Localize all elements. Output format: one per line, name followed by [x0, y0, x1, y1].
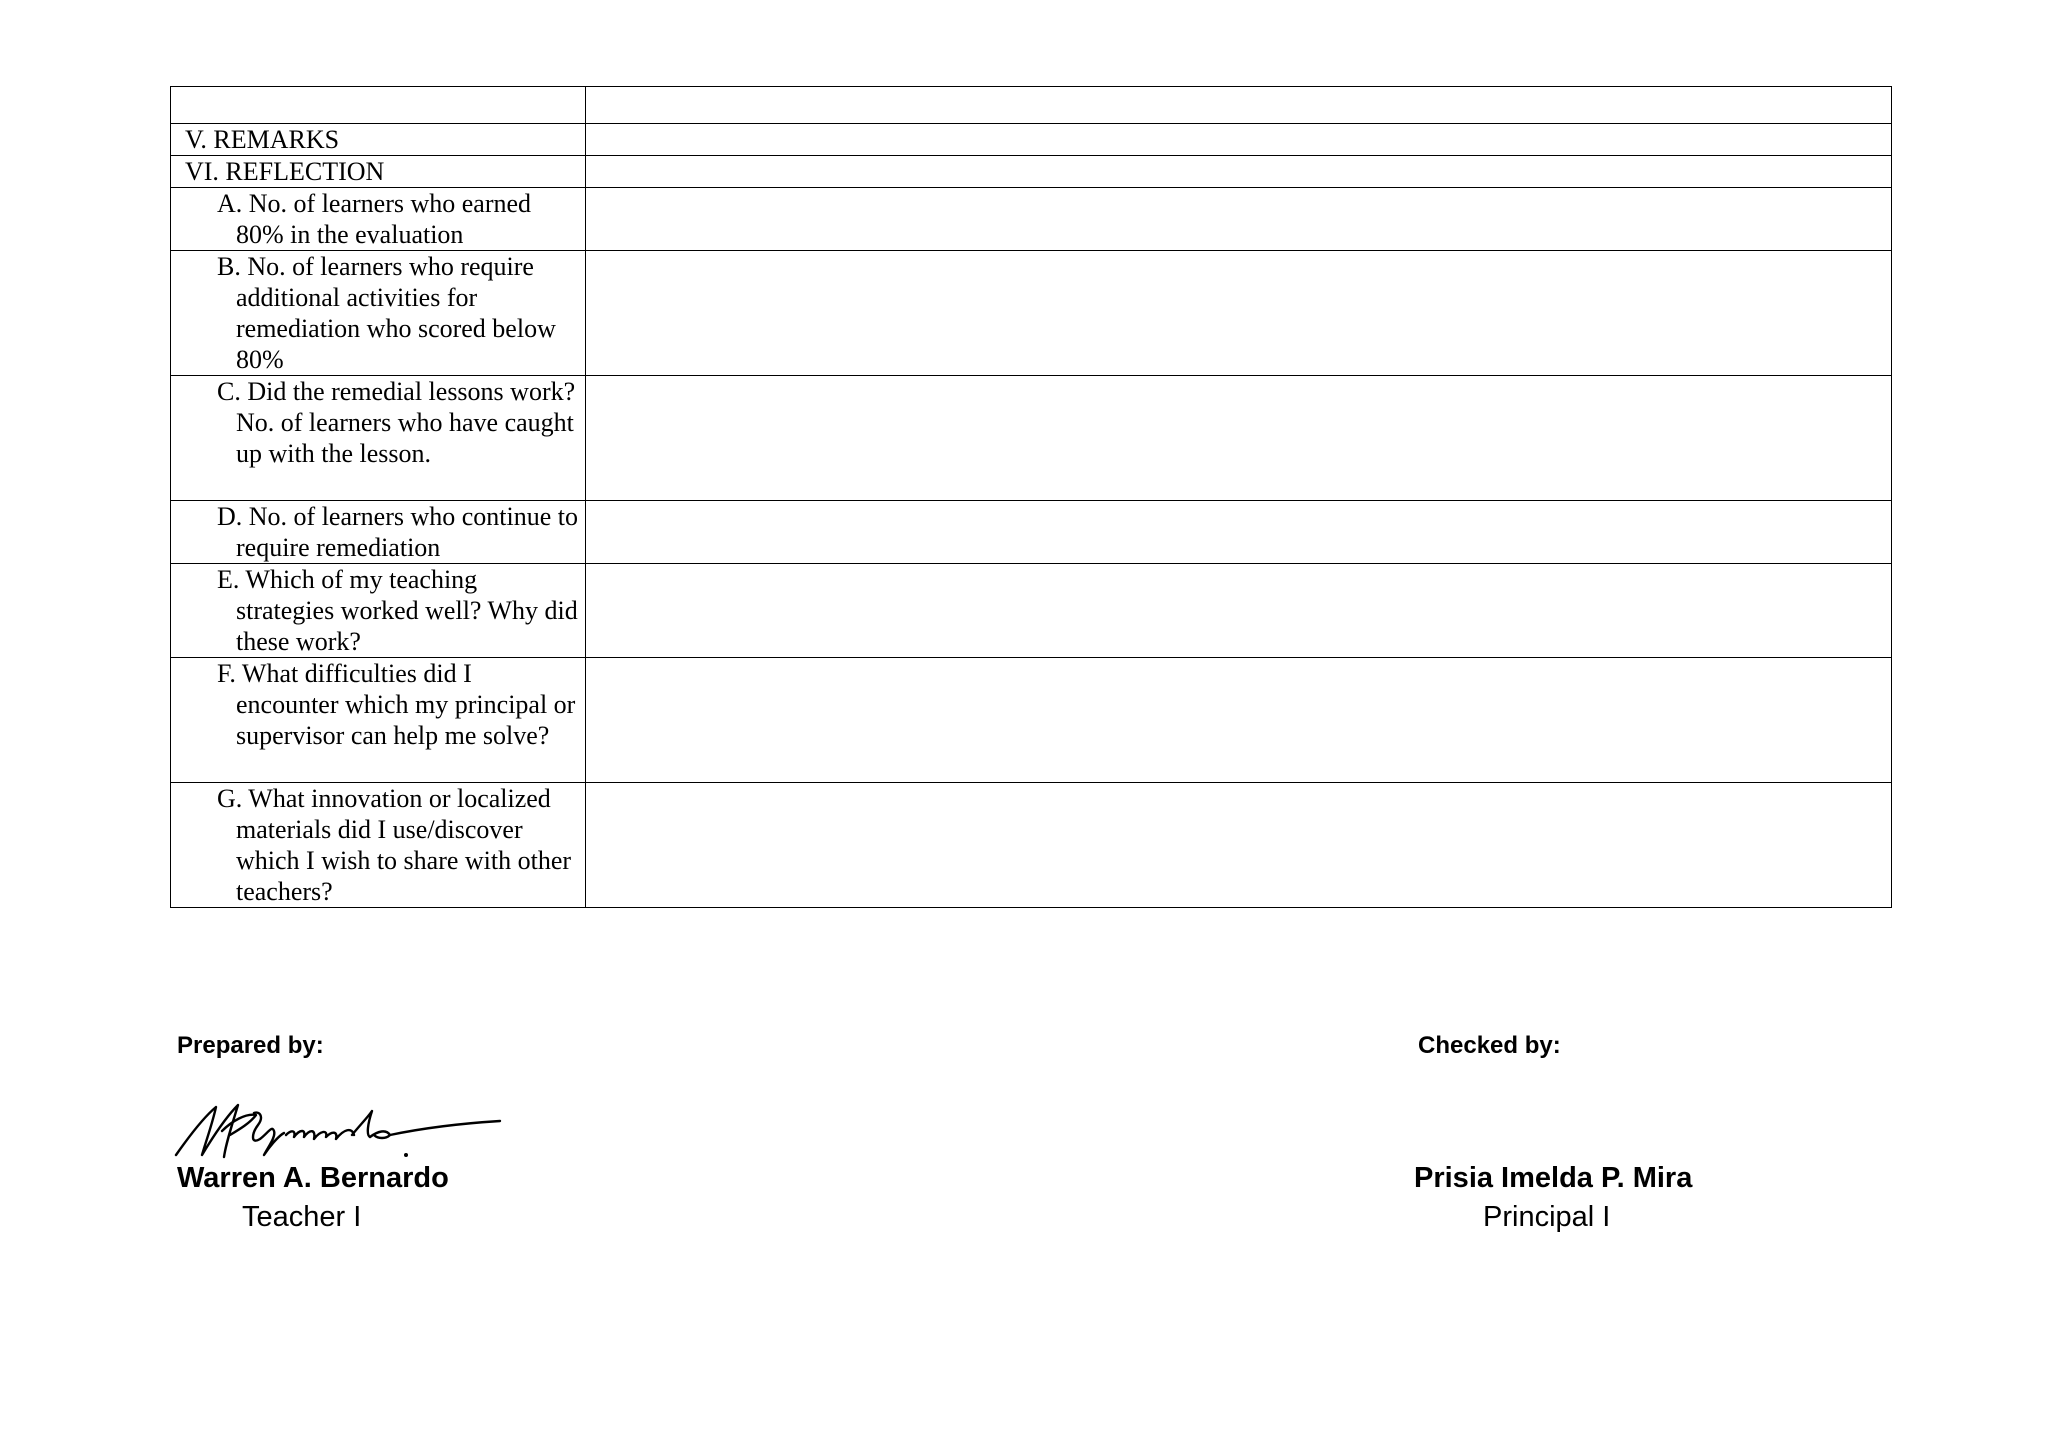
table-row: [171, 564, 1892, 658]
reflection-entry-cell[interactable]: [586, 156, 1892, 188]
reflection-item-g-entry[interactable]: [586, 783, 1892, 908]
table-row: [171, 501, 1892, 564]
reflection-item-c-label: C. Did the remedial lessons work? No. of learners who have caught up with the lesson.: [217, 377, 576, 468]
table-row: [171, 376, 1892, 501]
reflection-table: [170, 86, 1892, 908]
reflection-item-a-label: A. No. of learners who earned 80% in the evaluation: [217, 189, 532, 249]
reflection-item-d-entry[interactable]: [586, 501, 1892, 564]
row-label-cell: [171, 188, 586, 251]
row-label-cell: [171, 376, 586, 501]
table-row: [171, 87, 1892, 124]
table-row: [171, 156, 1892, 188]
prepared-by-heading: Prepared by:: [177, 1032, 324, 1059]
entry-cell[interactable]: [586, 87, 1892, 124]
row-label-cell: [171, 501, 586, 564]
reflection-item-b-entry[interactable]: [586, 251, 1892, 376]
reflection-item-e-label: E. Which of my teaching strategies worked well? Why did these work?: [217, 565, 578, 656]
blank-label-cell: [171, 87, 586, 124]
remarks-label: V. REMARKS: [185, 125, 340, 154]
row-label-cell: [171, 251, 586, 376]
row-label-cell: [171, 156, 586, 188]
prepared-by-title: Teacher I: [242, 1201, 362, 1233]
checked-by-title: Principal I: [1483, 1201, 1611, 1233]
table-row: [171, 658, 1892, 783]
checked-by-name: Prisia Imelda P. Mira: [1414, 1162, 1693, 1194]
reflection-label: VI. REFLECTION: [185, 157, 385, 186]
checked-by-heading: Checked by:: [1418, 1032, 1561, 1059]
reflection-item-f-entry[interactable]: [586, 658, 1892, 783]
table-row: [171, 251, 1892, 376]
reflection-item-g-label: G. What innovation or localized materials did I use/discover which I wish to share with other teachers?: [217, 784, 572, 906]
table-row: [171, 124, 1892, 156]
remarks-entry-cell[interactable]: [586, 124, 1892, 156]
reflection-item-d-label: D. No. of learners who continue to require remediation: [217, 502, 579, 562]
reflection-item-e-entry[interactable]: [586, 564, 1892, 658]
signature-image: [168, 1095, 508, 1167]
row-label-cell: [171, 783, 586, 908]
reflection-item-f-label: F. What difficulties did I encounter which my principal or supervisor can help me solve?: [217, 659, 576, 750]
prepared-by-name: Warren A. Bernardo: [177, 1162, 449, 1194]
reflection-item-a-entry[interactable]: [586, 188, 1892, 251]
row-label-cell: [171, 658, 586, 783]
row-label-cell: [171, 124, 586, 156]
row-label-cell: [171, 564, 586, 658]
table-row: [171, 188, 1892, 251]
reflection-item-c-entry[interactable]: [586, 376, 1892, 501]
table-row: [171, 783, 1892, 908]
reflection-item-b-label: B. No. of learners who require additional activities for remediation who scored below 80%: [217, 252, 556, 374]
